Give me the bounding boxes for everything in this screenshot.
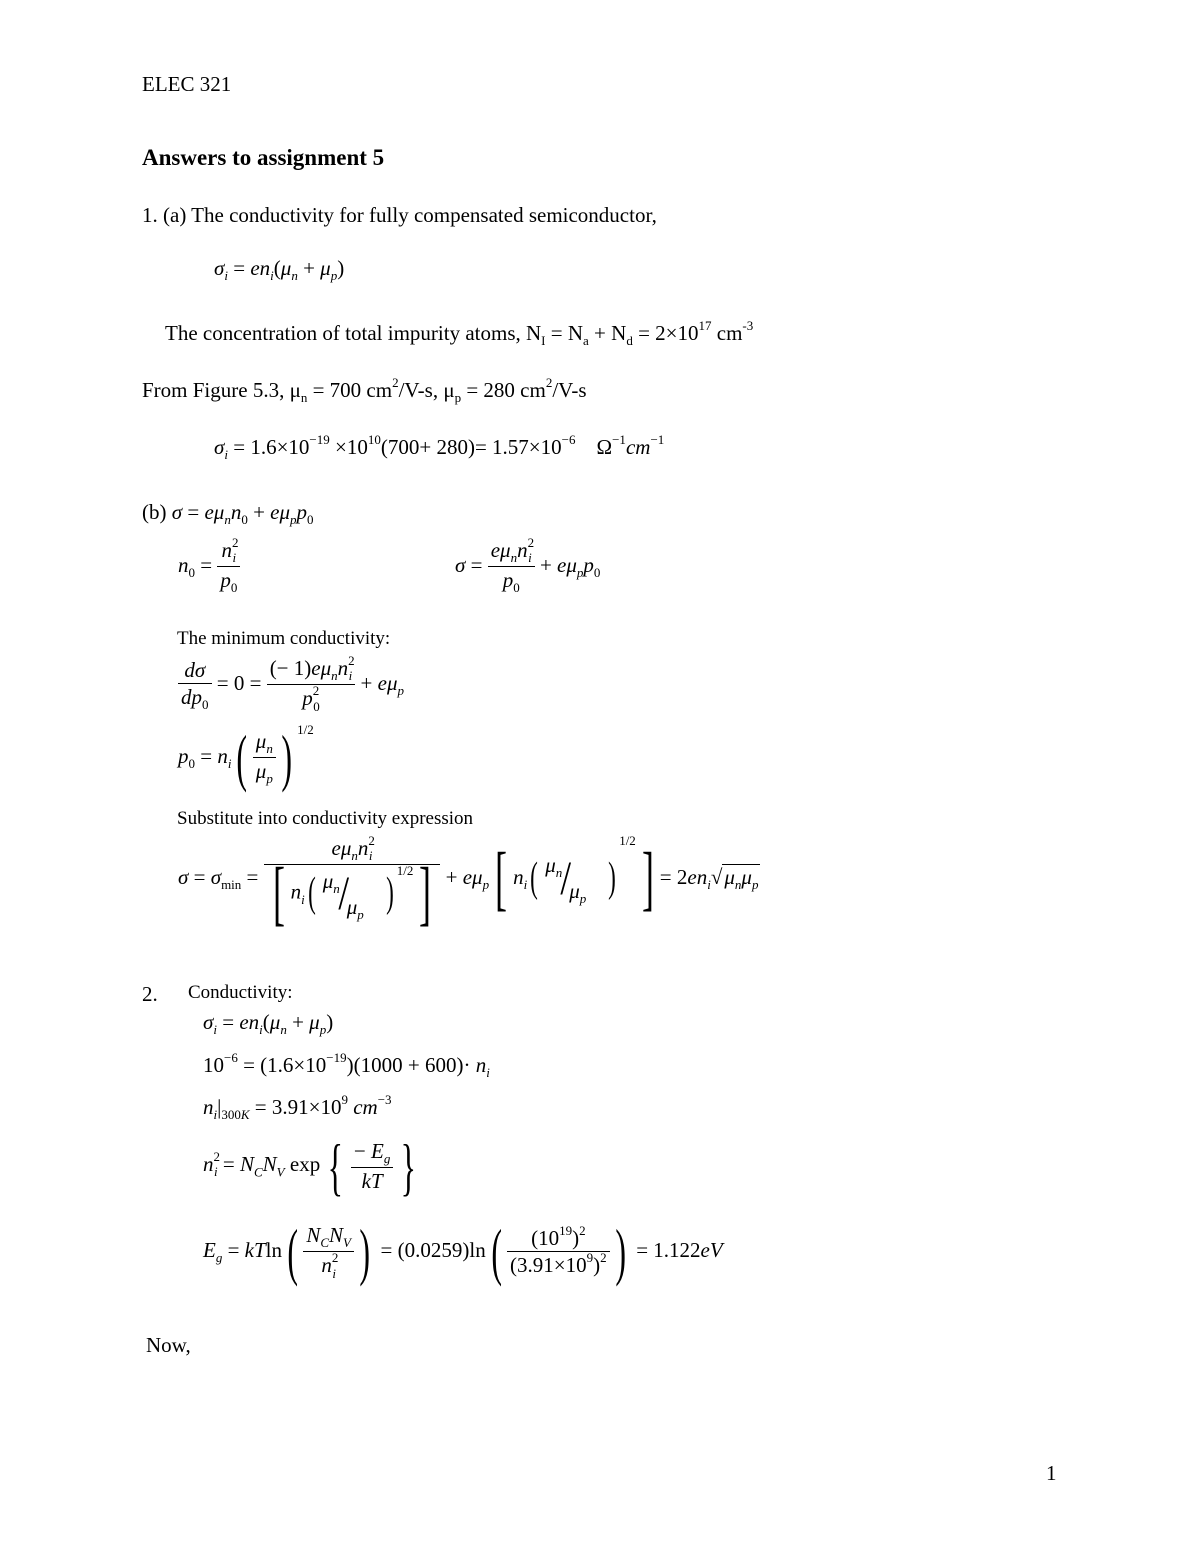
eq2-ni-value: $n_i|_{300K} = 3.91\times 10^9$ $cm^{-3}$: [203, 1092, 392, 1123]
closing-text: Now,: [146, 1333, 191, 1357]
eq-derivative: $\frac{d\sigma}{dp_0}$ = 0 = $\frac{(- 1)e\mu_nn^2_i}{p^2_0}$ + $e\mu_p$: [178, 655, 404, 715]
q2-conductivity-label: Conductivity:: [188, 982, 293, 1003]
eq-p0: $p_0 = n_i$( $\frac{\mu_n}{\mu_p}$ ) $^{1/2}$: [178, 722, 314, 794]
eq-sigma-min: $\sigma = \sigma_{min}$ = $e\mu_nn^2_i$ [ $n_i$( $\mu_n$ / $\mu_p$ ) $^{1/2}$] + $e\mu_p$[ $n_i$( $\mu_n$ / $\mu_p$ )$^{1/2}] = 2en_i√\mu_n\mu_p$: [178, 833, 759, 934]
course-header: ELEC 321: [142, 72, 232, 96]
eq-sigma-substituted: σ = $\frac{e\mu_nn^2_i}{p_0}$ + $e\mu_pp_0$: [455, 535, 601, 596]
impurity-concentration: The concentration of total impurity atoms, $N_I = N_a + N_d = 2\times 10^{17}$ $cm^{-3}$: [165, 318, 754, 349]
page-number: 1: [1046, 1461, 1057, 1485]
eq-conductivity-general: (b) $\sigma = e\mu_nn_0 + e\mu_pp_0$: [142, 500, 314, 528]
q2-number: 2.: [142, 982, 158, 1006]
substitute-label: Substitute into conductivity expression: [177, 808, 474, 829]
eq2-bandgap: $E_g = kTln$( $\frac{N_CN_V}{n^2_i}$ ) = (0.0259)ln( $\frac{(10^{19})^2}{(3.91\times 10^9)^2}$ ) = 1.122eV: [203, 1216, 723, 1288]
eq2-conductivity: $\sigma_i = en_i(\mu_n + \mu_p)$: [203, 1010, 334, 1038]
min-conductivity-label: The minimum conductivity:: [177, 628, 391, 649]
eq-n0: $n_0$ = $\frac{n^2_i}{p_0}$: [178, 535, 239, 596]
page-title: Answers to assignment 5: [142, 145, 385, 170]
eq-conductivity-value: $\sigma_i = 1.6\times 10^{-19} \times 10^{10}(700+ 280)= 1.57\times 10^{-6}$ $\Omega^{-1}cm^{-1}$: [214, 432, 665, 463]
q1a-intro: 1. (a) The conductivity for fully compensated semiconductor,: [142, 203, 657, 227]
figure-mobility: From Figure 5.3, $\mu_n = 700$ $cm^2/V-s$, $\mu_p = 280$ $cm^2/V-s$: [142, 375, 587, 406]
eq2-numeric: $10^{-6} = (1.6\times 10^{-19})(1000 + 600)\cdot n_i$: [203, 1050, 490, 1081]
eq-conductivity-intrinsic: $\sigma_i = en_i(\mu_n + \mu_p)$: [214, 256, 345, 284]
eq2-ni-squared: $n^2_i = N_CN_V$ exp { $\frac{- E_g}{kT}$ }: [203, 1130, 417, 1202]
